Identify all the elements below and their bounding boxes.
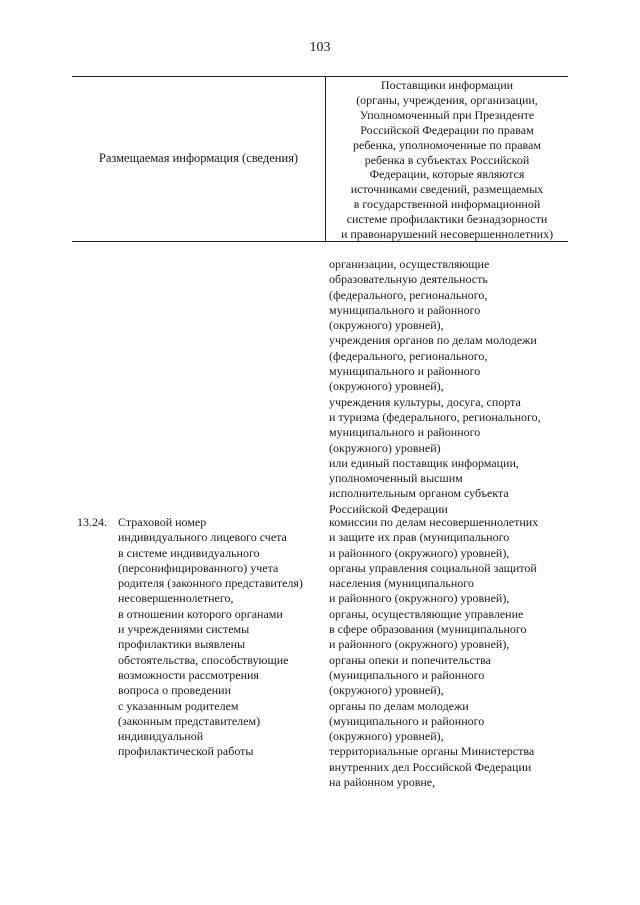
provider-line: и районного (окружного) уровней), — [329, 637, 510, 652]
provider-line: (окружного) уровней), — [329, 729, 444, 744]
row-info-cell — [118, 515, 323, 760]
header-providers-line: Российской Федерации по правам — [360, 122, 534, 137]
provider-line: (окружного) уровней), — [329, 683, 444, 698]
info-line: родителя (законного представителя) — [118, 576, 303, 591]
info-line: индивидуального лицевого счета — [118, 530, 287, 545]
provider-line: на районном уровне, — [329, 775, 436, 790]
provider-line: в сфере образования (муниципального — [329, 622, 527, 637]
header-providers-line: Уполномоченный при Президенте — [359, 107, 535, 122]
provider-line: органы опеки и попечительства — [329, 652, 491, 667]
info-line: профилактической работы — [118, 744, 254, 759]
provider-line: Российской Федерации — [329, 501, 448, 516]
provider-line: населения (муниципального — [329, 576, 474, 591]
provider-line: учреждения органов по делам молодежи — [329, 333, 537, 348]
provider-line: (федерального, регионального, — [329, 348, 488, 363]
info-line: в системе индивидуального — [118, 545, 260, 560]
header-providers-line: Поставщики информации — [380, 78, 514, 92]
provider-line: (окружного) уровней), — [329, 379, 444, 394]
provider-line: комиссии по делам несовершеннолетних — [329, 515, 539, 529]
header-providers-line: ребенка, уполномоченные по правам — [353, 137, 541, 152]
info-line: Страховой номер — [118, 515, 207, 529]
info-line: и учреждениями системы — [118, 622, 250, 637]
info-line: вопроса о проведении — [118, 683, 231, 698]
provider-line: муниципального и районного — [329, 302, 481, 317]
provider-line: образовательную деятельность — [329, 272, 488, 287]
provider-line: организации, осуществляющие — [329, 257, 490, 271]
info-line: возможности рассмотрения — [118, 667, 259, 682]
provider-line: и защите их прав (муниципального — [329, 530, 510, 545]
info-line: в отношении которого органами — [118, 606, 283, 621]
info-line: (законным представителем) — [118, 713, 261, 728]
provider-line: уполномоченный высшим — [329, 471, 463, 486]
page-number: 103 — [309, 40, 331, 55]
provider-line: учреждения культуры, досуга, спорта — [329, 394, 521, 409]
provider-line: (федерального, регионального, — [329, 287, 488, 302]
provider-line: исполнительным органом субъекта — [329, 486, 509, 501]
continued-providers-cell — [329, 257, 569, 517]
provider-line: и районного (окружного) уровней), — [329, 591, 510, 606]
header-providers-column — [326, 78, 568, 242]
header-providers-line: и правонарушений несовершеннолетних) — [340, 227, 554, 242]
provider-line: (муниципального и районного — [329, 713, 485, 728]
provider-line: и туризма (федерального, регионального, — [329, 409, 541, 424]
provider-line: органы по делам молодежи — [329, 698, 469, 713]
row-providers-cell — [329, 515, 569, 790]
provider-line: и районного (окружного) уровней), — [329, 545, 510, 560]
header-providers-line: в государственной информационной — [353, 197, 541, 212]
info-line: обстоятельства, способствующие — [118, 652, 289, 667]
provider-line: органы управления социальной защитой — [329, 560, 537, 575]
provider-line: (окружного) уровней) — [329, 440, 441, 455]
header-providers-line: Федерации, которые являются — [369, 167, 525, 182]
header-info-column: Размещаемая информация (сведения) — [98, 151, 299, 165]
info-line: несовершеннолетнего, — [118, 591, 234, 606]
provider-line: органы, осуществляющие управление — [329, 606, 524, 621]
info-line: с указанным родителем — [118, 698, 239, 713]
provider-line: внутренних дел Российской Федерации — [329, 759, 532, 774]
info-line: профилактики выявлены — [118, 637, 246, 652]
info-line: индивидуальной — [118, 729, 204, 744]
header-providers-line: системе профилактики безнадзорности — [346, 212, 548, 227]
info-line: (персонифицированного) учета — [118, 560, 279, 575]
header-providers-line: ребенка в субъектах Российской — [364, 152, 530, 167]
header-providers-line: источниками сведений, размещаемых — [350, 182, 544, 197]
header-providers-line: (органы, учреждения, организации, — [356, 92, 538, 107]
provider-line: муниципального и районного — [329, 425, 481, 440]
provider-line: территориальные органы Министерства — [329, 744, 535, 759]
provider-line: (окружного) уровней), — [329, 318, 444, 333]
provider-line: (муниципального и районного — [329, 667, 485, 682]
provider-line: муниципального и районного — [329, 364, 481, 379]
table-top-rule — [72, 76, 568, 77]
provider-line: или единый поставщик информации, — [329, 455, 519, 470]
row-number: 13.24. — [77, 515, 107, 529]
